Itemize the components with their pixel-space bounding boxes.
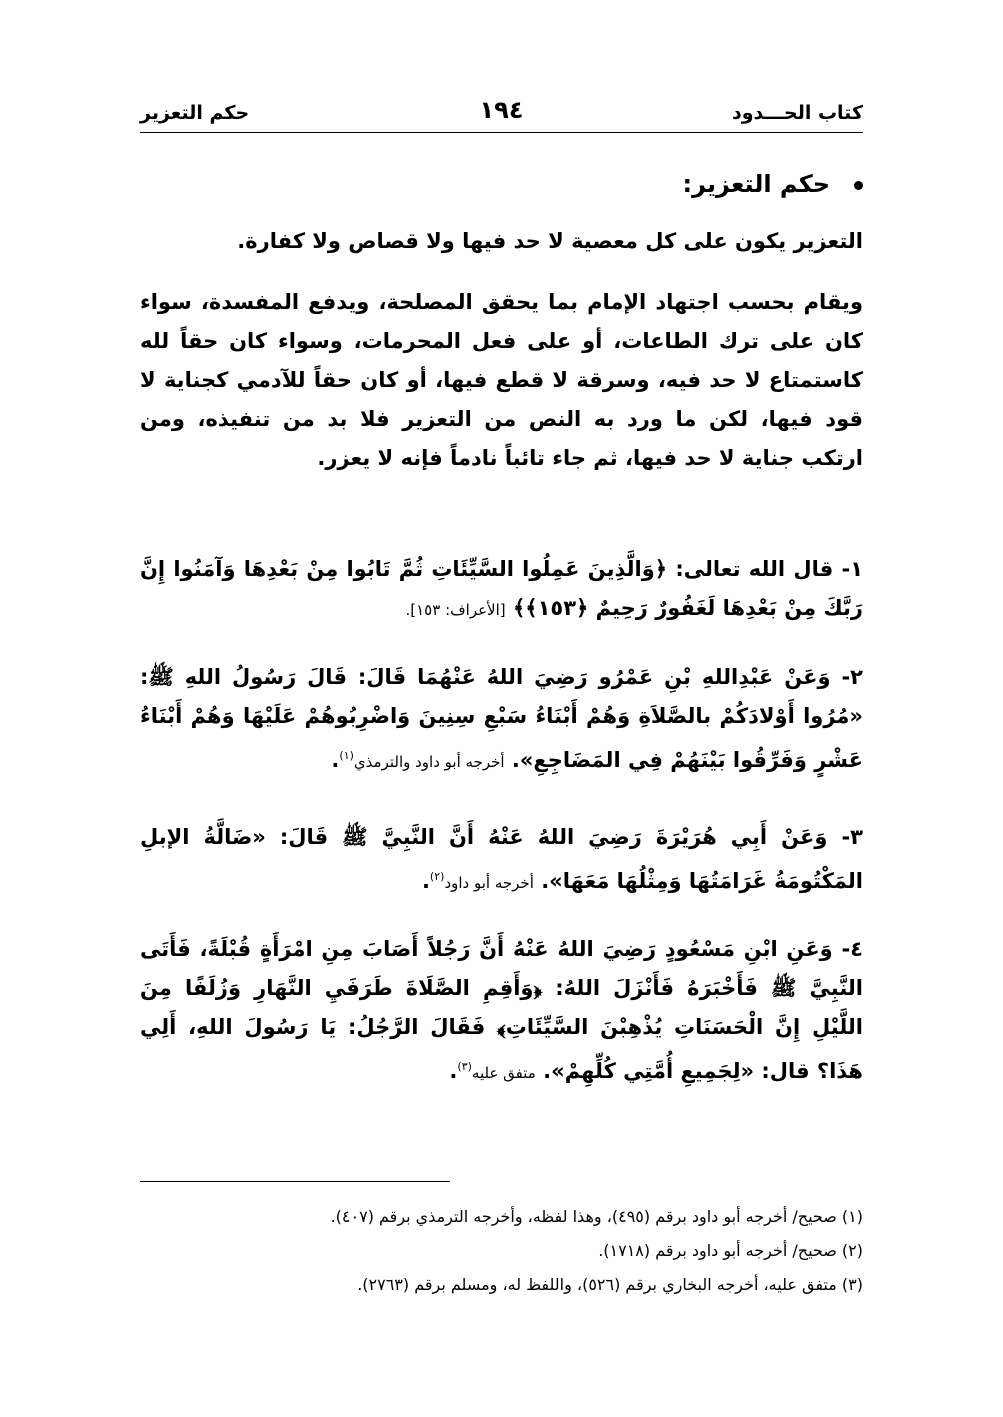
intro-paragraph: التعزير يكون على كل معصية لا حد فيها ولا قصاص ولا كفارة.	[237, 229, 863, 253]
evidence-paragraph: ٢- وَعَنْ عَبْدِاللهِ بْنِ عَمْرُو رَضِيَ اللهُ عَنْهُمَا قَالَ: قَالَ رَسُولُ اللهِ ﷺ: «مُرُوا أَوْلادَكُمْ بالصَّلاَةِ وَهُمْ أَبْنَاءُ سَبْعِ سِنِينَ وَاضْرِبُوهُمْ عَلَيْهَا وَهُمْ أَبْنَاءُ عَشْرٍ وَفَرِّقُوا بَيْنَهُمْ فِي المَضَاجِعِ». أخرجه أبو داود والترمذي$^{(١)}$.	[140, 665, 863, 772]
hadith-text: وَعَنْ عَبْدِاللهِ بْنِ عَمْرُو رَضِيَ اللهُ عَنْهُمَا قَالَ: قَالَ رَسُولُ اللهِ ﷺ: «مُرُوا أَوْلادَكُمْ بالصَّلاَةِ وَهُمْ أَبْنَاءُ سَبْعِ سِنِينَ وَاضْرِبُوهُمْ عَلَيْهَا وَهُمْ أَبْنَاءُ عَشْرٍ وَفَرِّقُوا بَيْنَهُمْ فِي المَضَاجِعِ».	[140, 665, 863, 772]
evidence-item-3	[140, 818, 863, 903]
footnote-divider	[140, 1181, 450, 1182]
evidence-item-2	[140, 658, 863, 782]
hadith-source: أخرجه أبو داود	[444, 874, 534, 892]
item-number: ٤-	[841, 937, 863, 961]
quran-verse: ﴿وَالَّذِينَ عَمِلُوا السَّيِّئَاتِ ثُمَّ تَابُوا مِنْ بَعْدِهَا وَآمَنُوا إِنَّ رَبَّكَ مِنْ بَعْدِهَا لَغَفُورٌ رَحِيمٌ ﴿١٥٣﴾﴾	[140, 557, 863, 620]
page-number: ١٩٤	[479, 96, 524, 124]
item-number: ٢-	[841, 665, 863, 689]
main-paragraph: ويقام بحسب اجتهاد الإمام بما يحقق المصلحة، ويدفع المفسدة، سواء كان على ترك الطاعات، أو على فعل المحرمات، وسواء كان حقاً لله كاستمتاع لا حد فيه، وسرقة لا قطع فيها، أو كان حقاً للآدمي كجناية لا قود فيها، لكن ما ورد به النص من التعزير فلا بد من تنفيذه، ومن ارتكب جناية لا حد فيها، ثم جاء تائباً نادماً فإنه لا يعزر.	[140, 290, 863, 470]
main-block	[140, 283, 863, 478]
bullet-icon	[854, 181, 863, 190]
header-book-title: كتاب الحـــدود	[731, 102, 863, 124]
evidence-item-4	[140, 930, 863, 1093]
header-divider	[140, 132, 863, 133]
hadith-source: متفق عليه	[471, 1064, 536, 1082]
footnotes	[140, 1200, 863, 1302]
verse-source: [الأعراف: ١٥٣].	[405, 601, 506, 619]
evidence-paragraph: ٤- وَعَنِ ابْنِ مَسْعُودٍ رَضِيَ اللهُ عَنْهُ أَنَّ رَجُلاً أَصَابَ مِنِ امْرَأَةٍ قُبْلَةً، فَأَتَى النَّبِيَّ ﷺ فَأَخْبَرَهُ فَأَنْزَلَ اللهُ: ﴿وَأَقِمِ الصَّلَاةَ طَرَفَيِ النَّهَارِ وَزُلَفًا مِنَ اللَّيْلِ إِنَّ الْحَسَنَاتِ يُذْهِبْنَ السَّيِّئَاتِ﴾ فَقَالَ الرَّجُلُ: يَا رَسُولَ اللهِ، أَلِي هَذَا؟ قال: «لِجَمِيعِ أُمَّتِي كُلِّهِمْ». متفق عليه$^{(٣)}$.	[140, 937, 863, 1083]
evidence-paragraph	[140, 550, 863, 630]
item-lead: قال الله تعالى:	[675, 557, 834, 581]
hadith-text: وَعَنِ ابْنِ مَسْعُودٍ رَضِيَ اللهُ عَنْهُ أَنَّ رَجُلاً أَصَابَ مِنِ امْرَأَةٍ قُبْلَةً، فَأَتَى النَّبِيَّ ﷺ فَأَخْبَرَهُ فَأَنْزَلَ اللهُ: ﴿وَأَقِمِ الصَّلَاةَ طَرَفَيِ النَّهَارِ وَزُلَفًا مِنَ اللَّيْلِ إِنَّ الْحَسَنَاتِ يُذْهِبْنَ السَّيِّئَاتِ﴾ فَقَالَ الرَّجُلُ: يَا رَسُولَ اللهِ، أَلِي هَذَا؟ قال: «لِجَمِيعِ أُمَّتِي كُلِّهِمْ».	[140, 937, 863, 1083]
intro-block	[140, 222, 863, 261]
evidence-item-1	[140, 550, 863, 630]
section-heading	[683, 170, 863, 198]
footnote-ref: (١)	[339, 749, 354, 762]
hadith-source: أخرجه أبو داود والترمذي	[353, 753, 505, 771]
footnote-ref: (٢)	[429, 870, 445, 883]
footnote-3: (٣) متفق عليه، أخرجه البخاري برقم (٥٢٦)، واللفظ له، ومسلم برقم (٢٧٦٣).	[357, 1275, 863, 1294]
section-title: حكم التعزير:	[682, 170, 830, 198]
item-number: ١-	[841, 557, 864, 581]
footnote-2: (٢) صحيح/ أخرجه أبو داود برقم (١٧١٨).	[598, 1241, 863, 1260]
footnote-ref: (٣)	[457, 1060, 472, 1073]
header-chapter-title: حكم التعزير	[140, 102, 250, 124]
item-number: ٣-	[841, 825, 863, 849]
hadith-text: وَعَنْ أَبِي هُرَيْرَةَ رَضِيَ اللهُ عَنْهُ أَنَّ النَّبِيَّ ﷺ قَالَ: «ضَالَّةُ الإبلِ المَكْتُومَةُ غَرَامَتُهَا وَمِثْلُهَا مَعَهَا».	[140, 825, 863, 893]
footnote-1: (١) صحيح/ أخرجه أبو داود برقم (٤٩٥)، وهذا لفظه، وأخرجه الترمذي برقم (٤٠٧).	[330, 1207, 863, 1226]
evidence-paragraph: ٣- وَعَنْ أَبِي هُرَيْرَةَ رَضِيَ اللهُ عَنْهُ أَنَّ النَّبِيَّ ﷺ قَالَ: «ضَالَّةُ الإبلِ المَكْتُومَةُ غَرَامَتُهَا وَمِثْلُهَا مَعَهَا». أخرجه أبو داود$^{(٢)}$.	[140, 825, 863, 893]
